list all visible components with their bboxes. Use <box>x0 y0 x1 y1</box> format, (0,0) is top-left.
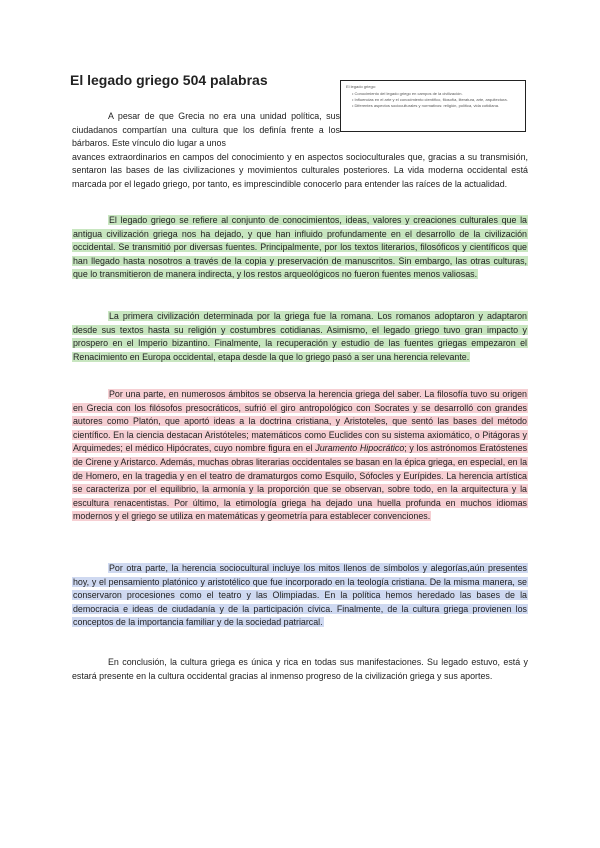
highlight-green-text: La primera civilización determinada por la griega fue la romana. Los romanos adoptaron y adaptaron desde sus textos hasta su religión y costumbres cotidianas. Asimismo, el legado griego tuvo gran impacto y prospero en el Imperio bizantino. Finalmente, la recuperación y estudio de las fuentes griegas empezaron el Renacimiento en Europa occidental, etapa desde la que lo griego pasó a ser una herencia relevante. <box>73 311 527 362</box>
conclusion-text: En conclusión, la cultura griega es única y rica en todas sus manifestaciones. Su legado estuvo, está y estará presente en la cultura occidental gracias al inmenso progreso de la civilización griega y sus aportes. <box>72 657 528 681</box>
paragraph-sociocultural <box>72 562 528 630</box>
highlight-red-text: Por una parte, en numerosos ámbitos se observa la herencia griega del saber. La filosofía tuvo su origen en Grecia con los filósofos presocráticos, sufrió el giro antropológico con Socrates y se desarrolló con grandes autores como Platón, que aportó ideas a la doctrina cristiana, y Aristoteles, que sentó las bases del método científico. En la ciencia destacan Aristóteles; matemáticos como Euclides con su sistema axiomático, o Pitágoras y Arquimedes; el médico Hipócrates, cuyo nombre figura en el Juramento Hipocrático; y los astrónomos Eratóstenes de Cirene y Aristarco. Además, muchas obras literarias occidentales se basan en la épica griega, en especial, en la de Homero, en la tragedia y en el teatro de dramaturgos como Esquilo, Sófocles y Eurípides. La herencia artística se caracteriza por el equilibrio, la armonía y la proporción que se observan, sobre todo, en la arquitectura y la escultura renacentistas. Por último, la etimología griega ha dejado una huella profunda en muchos idiomas modernos y el griego se utiliza en matemáticas y geometría para establecer convenciones. <box>73 389 528 522</box>
paragraph-transmission <box>72 310 528 364</box>
paragraph-knowledge <box>72 388 528 524</box>
paragraph-definition <box>72 214 528 282</box>
intro-rest-text: avances extraordinarios en campos del conocimiento y en aspectos socioculturales que, gracias a su transmisión, sentaron las bases de las civilizaciones y movimientos culturales posteriores. La vida moderna occidental está marcada por el legado griego, por tanto, es imprescindible conocerlo para entender las raíces de la actualidad. <box>72 151 528 189</box>
paragraph-conclusion <box>72 656 528 683</box>
note-list <box>354 91 520 109</box>
intro-paragraph <box>72 110 528 192</box>
highlight-blue-text: Por otra parte, la herencia sociocultural incluye los mitos llenos de símbolos y alegorías,aún presentes hoy, y el pensamiento platónico y aristotélico que fue incorporado en la teología cristiana. De la misma manera, se conservaron procesiones como el teatro y las Olimpiadas. En la política hemos heredado las bases de la democracia e ideas de ciudadanía y de la participación cívica. Finalmente, de la cultura griega provienen los conceptos de la importancia familiar y de la sociedad patriarcal. <box>73 563 527 628</box>
note-item: • Influencias en el arte y el conocimiento científico, filosofía, literatura, arte, arquitectura. <box>358 97 520 103</box>
note-heading: El legado griego: <box>346 84 377 89</box>
intro-wrapped-text: A pesar de que Grecia no era una unidad política, sus ciudadanos compartían una cultura que los definía frente a los bárbaros. Este vínculo dio lugar a unos <box>72 111 340 149</box>
emphasis-text: Juramento Hipocrático <box>315 443 405 454</box>
highlight-green-text: El legado griego se refiere al conjunto de conocimientos, ideas, valores y creaciones culturales que la antigua civilización griega nos ha dejado, y que han influido profundamente en el desarrollo de la civilización occidental. Se transmitió por diversas fuentes. Principalmente, por los textos literarios, filosóficos y científicos que han llegado hasta nosotros a través de la copia y preservación de manuscritos. Sin embargo, las otras culturas, que lo transmitieron de manera indirecta, y los restos arqueológicos no fueron fuentes menos valiosas. <box>73 215 527 280</box>
note-item: • Diferentes aspectos socioculturales y normativos: religión, política, vida cotidiana. <box>358 103 520 109</box>
note-item: • Conocimiento del legado griego en campos de la civilización. <box>358 91 520 97</box>
page-title: El legado griego 504 palabras <box>70 72 268 88</box>
